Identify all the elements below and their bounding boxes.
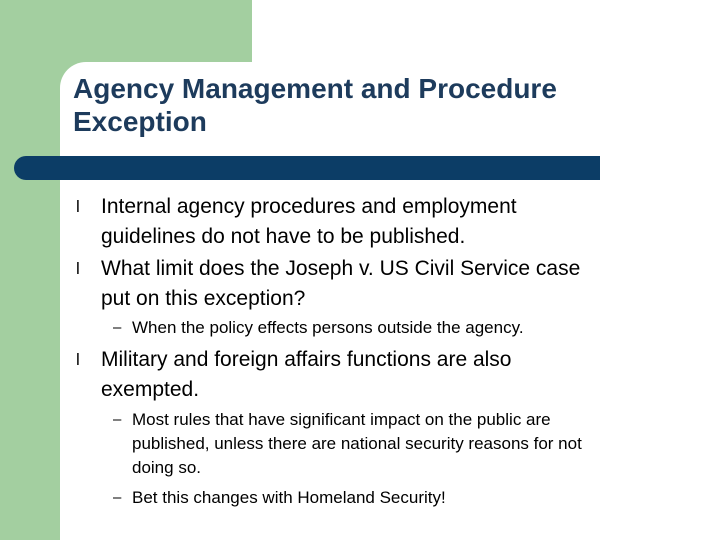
bullet-text	[101, 254, 701, 314]
slide-title-line: Agency Management and Procedure	[73, 73, 557, 104]
bullet-line: What limit does the Joseph v. US Civil Service case	[101, 257, 581, 280]
bullet-line: Internal agency procedures and employment	[101, 195, 517, 218]
bullet-line: put on this exception?	[101, 287, 306, 310]
slide-title	[73, 72, 673, 138]
sub-bullet-marker: –	[113, 411, 122, 428]
bullet-text	[101, 345, 701, 405]
slide-title-line: Exception	[73, 106, 207, 137]
sub-bullet-line: doing so.	[132, 458, 201, 477]
decorative-green-sidebar	[0, 0, 60, 540]
sub-bullet-marker: –	[113, 319, 122, 336]
title-divider-bar	[14, 156, 600, 180]
sub-bullet-text	[132, 486, 692, 510]
sub-bullet-line: published, unless there are national security reasons for not	[132, 434, 582, 453]
bullet-line: guidelines do not have to be published.	[101, 225, 466, 248]
bullet-line: Military and foreign affairs functions are also	[101, 348, 512, 371]
sub-bullet-marker: –	[113, 489, 122, 506]
sub-bullet-line: Most rules that have significant impact on the public are	[132, 410, 551, 429]
sub-bullet-line: Bet this changes with Homeland Security!	[132, 488, 446, 507]
sub-bullet-text	[132, 316, 692, 340]
sub-bullet-text	[132, 408, 692, 480]
bullet-marker: l	[76, 350, 80, 369]
bullet-marker: l	[76, 259, 80, 278]
sub-bullet-line: When the policy effects persons outside the agency.	[132, 318, 524, 337]
bullet-text	[101, 192, 701, 252]
bullet-marker: l	[76, 197, 80, 216]
bullet-line: exempted.	[101, 378, 200, 401]
